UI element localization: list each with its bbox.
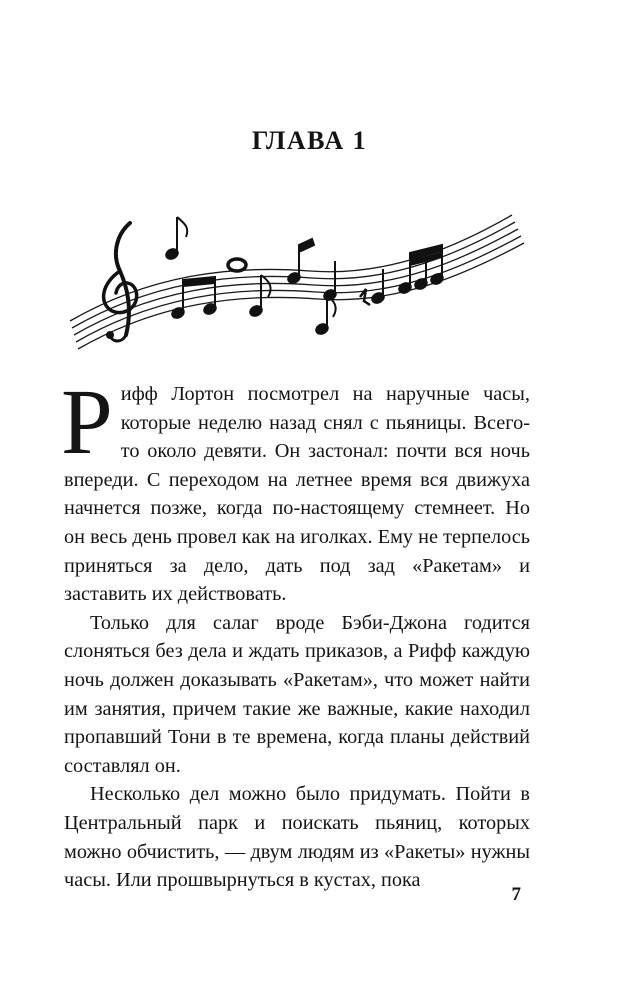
paragraph-text: ифф Лортон посмотрел на наручные часы, которые неделю назад снял с пьяницы. Всего-то около девяти. Он застонал: почти вся ночь впереди. С переходом на летнее время вся движуха начнется позже, когда по-настоящему стемнеет. Но он весь день провел как на иголках. Ему не терпелось приняться за дело, дать под зад «Ракетам» и заставить их действовать.: [64, 383, 530, 606]
body-text: [61, 371, 530, 895]
drop-cap-letter: Р: [61, 371, 113, 474]
music-staff-notes-icon: [60, 205, 560, 355]
chapter-title: ГЛАВА 1: [251, 126, 368, 155]
page-number: 7: [511, 884, 521, 905]
paragraph: [61, 371, 530, 609]
paragraph: Только для салаг вроде Бэби-Джона годится слоняться без дела и ждать приказов, а Рифф каждую ночь должен доказывать «Ракетам», что может найти им занятия, причем такие же важные, какие находил пропавший Тони в те времена, когда планы действий составлял он.: [64, 611, 530, 777]
paragraph: Несколько дел можно было придумать. Пойти в Центральный парк и поискать пьяниц, которых можно обчистить, — двум людям из «Ракеты» нужны часы. Или прошвырнуться в кустах, пока: [64, 783, 530, 892]
